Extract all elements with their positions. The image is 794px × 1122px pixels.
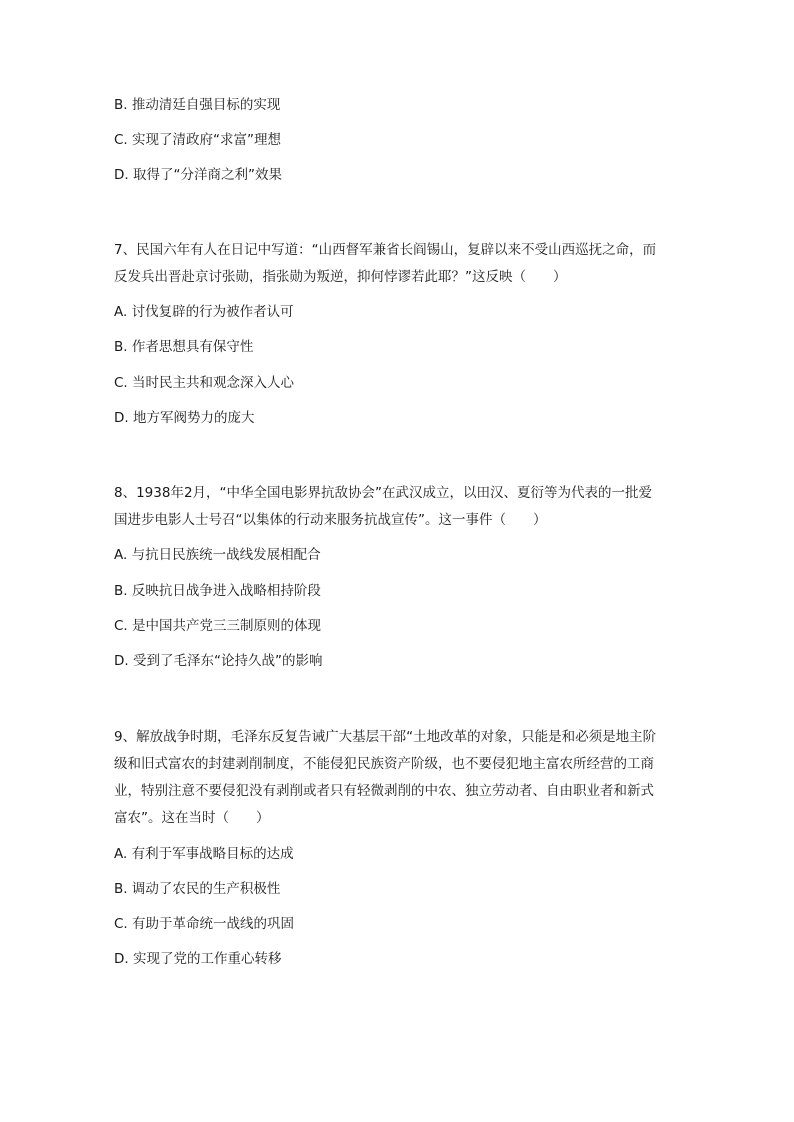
q9-option-d: D. 实现了党的工作重心转移	[114, 951, 282, 967]
q9-stem-line-1: 9、解放战争时期，毛泽东反复告诫广大基层干部“土地改革的对象，只能是和必须是地主阶	[114, 729, 657, 745]
q7-option-c: C. 当时民主共和观念深入人心	[114, 375, 295, 391]
q7-option-d: D. 地方军阀势力的庞大	[114, 410, 255, 426]
q6-option-c: C. 实现了清政府“求富”理想	[114, 132, 281, 148]
q8-option-a: A. 与抗日民族统一战线发展相配合	[114, 547, 321, 563]
q6-option-d: D. 取得了“分洋商之利”效果	[114, 167, 282, 183]
q9-stem-line-4: 富农”。这在当时（ ）	[114, 810, 270, 826]
q7-option-b: B. 作者思想具有保守性	[114, 339, 254, 355]
q7-stem-line-1: 7、民国六年有人在日记中写道：“山西督军兼省长阎锡山，复辟以来不受山西巡抚之命，而	[114, 242, 657, 258]
q9-option-c: C. 有助于革命统一战线的巩固	[114, 916, 295, 932]
q8-option-d: D. 受到了毛泽东“论持久战”的影响	[114, 653, 323, 669]
q9-option-b: B. 调动了农民的生产积极性	[114, 881, 281, 897]
q8-stem-line-1: 8、1938年2月，“中华全国电影界抗敌协会”在武汉成立，以田汉、夏衍等为代表的一批爱	[114, 485, 653, 501]
q7-stem-line-2: 反发兵出晋赴京讨张勋，指张勋为叛逆，抑何悖谬若此耶？”这反映（ ）	[114, 269, 567, 285]
q8-option-c: C. 是中国共产党三三制原则的体现	[114, 618, 322, 634]
q9-stem-line-2: 级和旧式富农的封建剥削制度，不能侵犯民族资产阶级，也不要侵犯地主富农所经营的工商	[114, 756, 654, 772]
q8-option-b: B. 反映抗日战争进入战略相持阶段	[114, 583, 321, 599]
q7-option-a: A. 讨伐复辟的行为被作者认可	[114, 304, 294, 320]
q6-option-b: B. 推动清廷自强目标的实现	[114, 97, 281, 113]
q8-stem-line-2: 国进步电影人士号召“以集体的行动来服务抗战宣传”。这一事件（ ）	[114, 512, 547, 528]
q9-option-a: A. 有利于军事战略目标的达成	[114, 846, 294, 862]
q9-stem-line-3: 业，特别注意不要侵犯没有剥削或者只有轻微剥削的中农、独立劳动者、自由职业者和新式	[114, 783, 654, 799]
